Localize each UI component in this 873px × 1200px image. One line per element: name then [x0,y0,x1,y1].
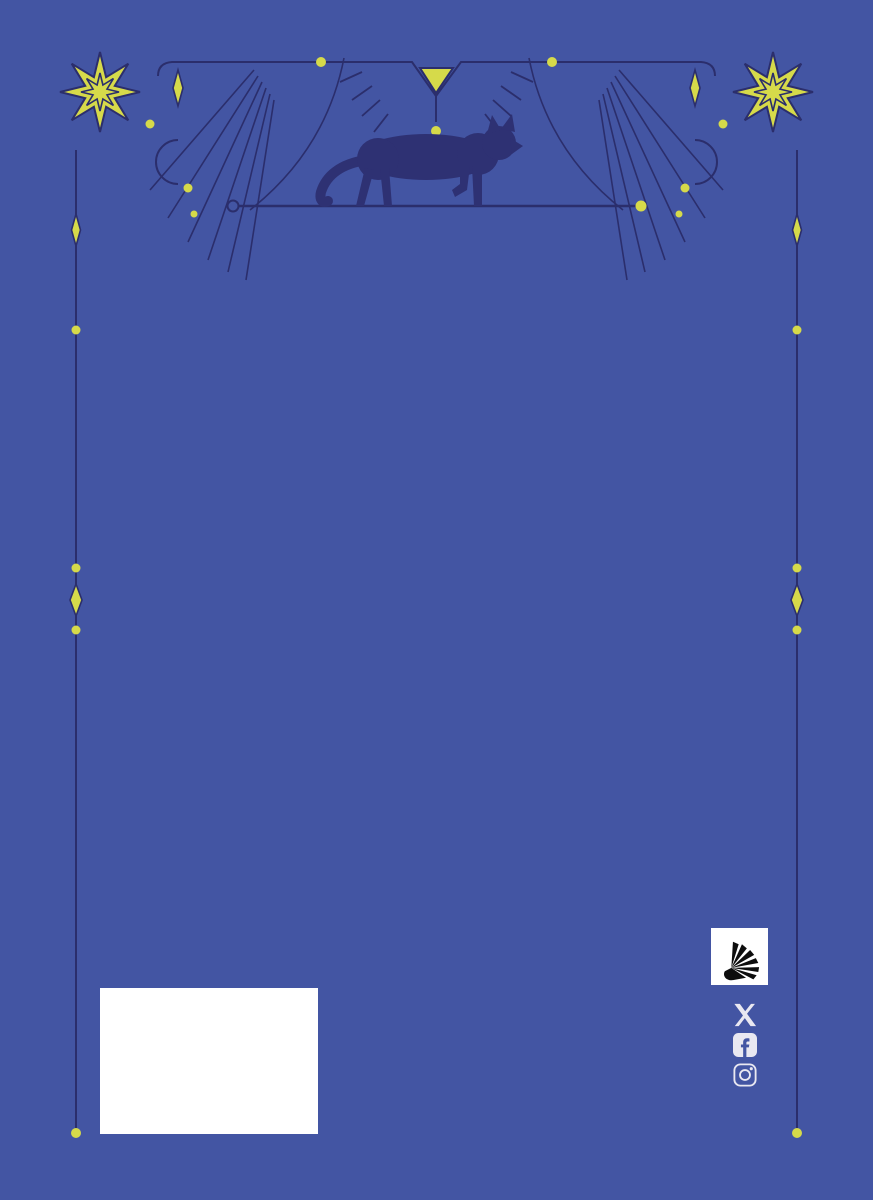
instagram-icon [733,1063,757,1087]
publisher-block [697,928,768,985]
facebook-icon [733,1033,757,1057]
barcode [100,988,318,1134]
barcode-bars [100,988,318,1134]
social-row-instagram [733,1060,768,1090]
left-ray-fan [150,70,274,280]
star-icon-left [60,52,140,132]
social-row-facebook [733,1030,768,1060]
left-arc [250,58,344,210]
cat-walk-line [228,201,647,212]
cat-icon [320,114,523,206]
right-arc [529,58,623,210]
social-row-x [733,1000,768,1030]
social-block [733,1000,768,1150]
right-ray-fan [599,70,723,280]
x-logo-icon [733,1003,757,1027]
star-icon-right [733,52,813,132]
firefly-logo-icon [715,932,764,981]
inner-frame-lines [76,150,797,1128]
publisher-logo [711,928,768,985]
